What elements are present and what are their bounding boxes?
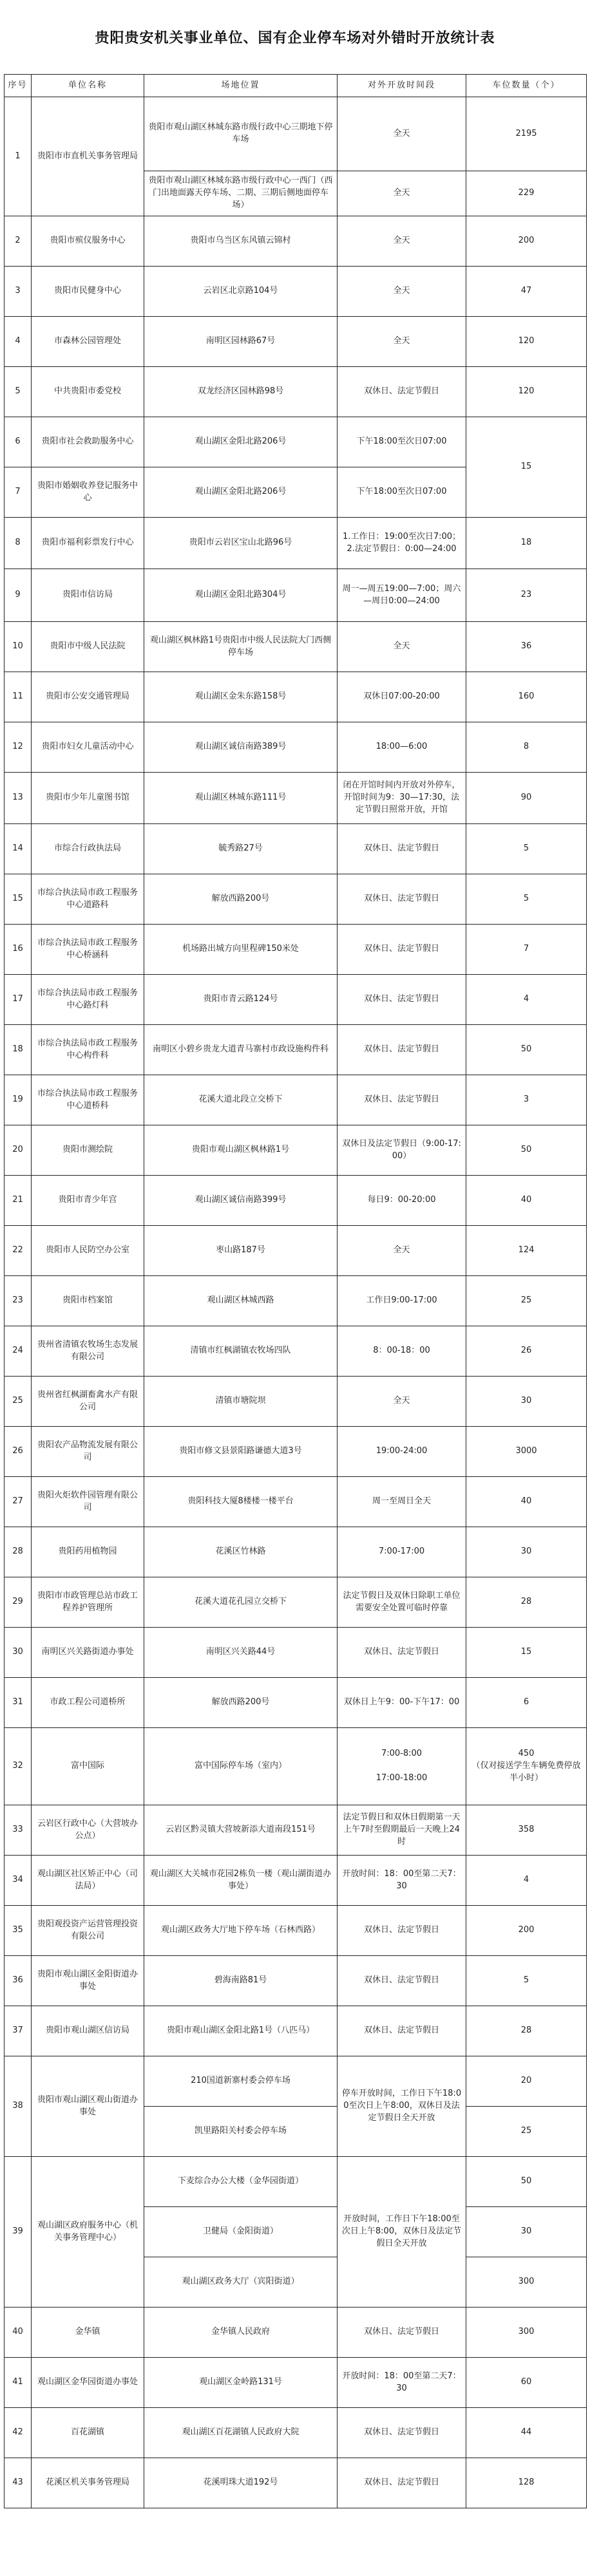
cell-count: 26: [466, 1326, 587, 1377]
cell-no: 8: [5, 518, 32, 569]
table-row: [5, 1326, 587, 1377]
cell-unit: 富中国际: [32, 1728, 144, 1805]
table-row: [5, 773, 587, 824]
cell-unit: 贵阳药用植物园: [32, 1527, 144, 1577]
table-row: [5, 2458, 587, 2508]
cell-count: 3: [466, 1075, 587, 1125]
cell-no: 37: [5, 2006, 32, 2056]
table-row: [5, 1125, 587, 1176]
cell-count: 18: [466, 518, 587, 569]
table-row: [5, 1377, 587, 1427]
cell-time: 7:00-8:00 17:00-18:00: [338, 1728, 466, 1805]
cell-count: 15: [466, 1628, 587, 1678]
cell-time: 双休日、法定节假日: [338, 2308, 466, 2358]
cell-no: 31: [5, 1678, 32, 1728]
table-row: [5, 2408, 587, 2458]
cell-count: 23: [466, 569, 587, 622]
page-title: 贵阳贵安机关事业单位、国有企业停车场对外错时开放统计表: [95, 30, 495, 46]
cell-time: 全天: [338, 317, 466, 367]
cell-count: 120: [466, 367, 587, 417]
cell-time: 全天: [338, 1226, 466, 1276]
cell-location: 解放西路200号: [144, 874, 338, 925]
table-row: [5, 1025, 587, 1075]
cell-time: 闭在开馆时间内开放对外停车，开馆时间为9：30—17:30，法定节假日照常开放，开馆: [338, 773, 466, 824]
cell-unit: 贵阳市观山湖区金阳街道办事处: [32, 1956, 144, 2006]
cell-time: 双休日、法定节假日: [338, 1628, 466, 1678]
table-row: [5, 518, 587, 569]
cell-count: 200: [466, 1906, 587, 1956]
cell-count: 4: [466, 975, 587, 1025]
cell-count: 50: [466, 2157, 587, 2207]
cell-time: 18:00—6:00: [338, 722, 466, 773]
cell-time: 周一—周五19:00—7:00；周六—周日0:00—24:00: [338, 569, 466, 622]
cell-unit: 市综合执法局市政工程服务中心桥涵科: [32, 925, 144, 975]
cell-no: 21: [5, 1176, 32, 1226]
cell-unit: 贵阳市观山湖区信访局: [32, 2006, 144, 2056]
table-row: [5, 1527, 587, 1577]
cell-count: 28: [466, 2006, 587, 2056]
table-row: [5, 569, 587, 622]
cell-location: 云岩区北京路104号: [144, 267, 338, 317]
cell-location: 观山湖区诚信南路389号: [144, 722, 338, 773]
table-row: [5, 2358, 587, 2408]
cell-count: 90: [466, 773, 587, 824]
cell-unit: 百花湖镇: [32, 2408, 144, 2458]
cell-unit: 市综合执法局市政工程服务中心构件科: [32, 1025, 144, 1075]
cell-no: 13: [5, 773, 32, 824]
table-row: [5, 367, 587, 417]
cell-location: 贵阳市修文县景阳路谦德大道3号: [144, 1427, 338, 1477]
cell-unit: 市政工程公司道桥所: [32, 1678, 144, 1728]
cell-no: 7: [5, 467, 32, 518]
cell-unit: 观山湖区金华园街道办事处: [32, 2358, 144, 2408]
cell-count: 30: [466, 1527, 587, 1577]
cell-unit: 贵阳市中级人民法院: [32, 622, 144, 672]
cell-time: 法定节假日和双休日假期第一天上午7时至假期最后一天晚上24时: [338, 1805, 466, 1856]
cell-location: 观山湖区金岭路131号: [144, 2358, 338, 2408]
cell-unit: 云岩区行政中心（大营坡办公点）: [32, 1805, 144, 1856]
cell-no: 41: [5, 2358, 32, 2408]
cell-no: 25: [5, 1377, 32, 1427]
cell-count: 60: [466, 2358, 587, 2408]
cell-location: 解放西路200号: [144, 1678, 338, 1728]
cell-count: 40: [466, 1477, 587, 1527]
table-row: [5, 672, 587, 722]
cell-location: 清镇市塘院坝: [144, 1377, 338, 1427]
cell-count: 47: [466, 267, 587, 317]
table-row: [5, 1628, 587, 1678]
cell-location: 贵阳市乌当区东风镇云锦村: [144, 216, 338, 267]
cell-time: 7:00-17:00: [338, 1527, 466, 1577]
cell-unit: 贵阳市公安交通管理局: [32, 672, 144, 722]
cell-count: 20: [466, 2056, 587, 2107]
cell-location: 花溪大道北段立交桥下: [144, 1075, 338, 1125]
header-unit: 单位名称: [32, 75, 144, 97]
cell-location: 枣山路187号: [144, 1226, 338, 1276]
cell-no: 36: [5, 1956, 32, 2006]
table-row: [5, 722, 587, 773]
cell-time: 双休日及法定节假日（9:00-17:00）: [338, 1125, 466, 1176]
cell-time: 工作日9:00-17:00: [338, 1276, 466, 1326]
cell-count: 15: [466, 417, 587, 518]
cell-time: 开放时间：18：00至第二天7：30: [338, 1856, 466, 1906]
cell-count: 450 （仅对接送学生车辆免费停放半小时）: [466, 1728, 587, 1805]
cell-unit: 贵阳市信访局: [32, 569, 144, 622]
cell-count: 128: [466, 2458, 587, 2508]
cell-location: 清镇市红枫湖镇农牧场四队: [144, 1326, 338, 1377]
cell-count: 3000: [466, 1427, 587, 1477]
cell-location: 花溪明珠大道192号: [144, 2458, 338, 2508]
cell-location: 南明区兴关路44号: [144, 1628, 338, 1678]
table-row: [5, 874, 587, 925]
cell-location: 观山湖区枫林路1号贵阳市中级人民法院大门西侧停车场: [144, 622, 338, 672]
header-row: [5, 75, 587, 97]
cell-count: 50: [466, 1025, 587, 1075]
cell-no: 27: [5, 1477, 32, 1527]
table-row: [5, 824, 587, 874]
cell-no: 28: [5, 1527, 32, 1577]
cell-location: 凯里路阳关村委会停车场: [144, 2107, 338, 2157]
cell-location: 碧海南路81号: [144, 1956, 338, 2006]
cell-no: 2: [5, 216, 32, 267]
cell-count: 229: [466, 171, 587, 216]
cell-location: 机场路出城方向里程碑150米处: [144, 925, 338, 975]
cell-time: 下午18:00至次日07:00: [338, 417, 466, 467]
cell-location: 花溪大道花孔园立交桥下: [144, 1577, 338, 1628]
cell-location: 贵阳市云岩区宝山北路96号: [144, 518, 338, 569]
table-row: [5, 417, 587, 467]
cell-location: 南明区小碧乡贵龙大道青马寨村市政设施构件科: [144, 1025, 338, 1075]
cell-unit: 市综合执法局市政工程服务中心道桥科: [32, 1075, 144, 1125]
table-row: [5, 925, 587, 975]
cell-time: 双休日、法定节假日: [338, 874, 466, 925]
cell-no: 32: [5, 1728, 32, 1805]
table-row: [5, 1075, 587, 1125]
cell-count: 124: [466, 1226, 587, 1276]
table-row: [5, 1477, 587, 1527]
cell-location: 观山湖区政务大厅地下停车场（石林西路）: [144, 1906, 338, 1956]
table-body: [5, 97, 587, 2508]
cell-time: 全天: [338, 622, 466, 672]
cell-no: 1: [5, 97, 32, 216]
cell-time: 双休日、法定节假日: [338, 975, 466, 1025]
cell-no: 33: [5, 1805, 32, 1856]
cell-no: 12: [5, 722, 32, 773]
cell-count: 120: [466, 317, 587, 367]
cell-unit: 贵阳市福利彩票发行中心: [32, 518, 144, 569]
table-row: [5, 1805, 587, 1856]
cell-count: 2195: [466, 97, 587, 171]
cell-location: 210国道新寨村委会停车场: [144, 2056, 338, 2107]
cell-time: 停车开放时间，工作日下午18:00至次日上午8:00，双休日及法定节假日全天开放: [338, 2056, 466, 2157]
table-row: [5, 975, 587, 1025]
cell-time: 双休日、法定节假日: [338, 1956, 466, 2006]
cell-location: 金华镇人民政府: [144, 2308, 338, 2358]
cell-count: 36: [466, 622, 587, 672]
cell-location: 观山湖区金阳北路206号: [144, 467, 338, 518]
cell-location: 贵阳市观山湖区林城东路市级行政中心三期地下停车场: [144, 97, 338, 171]
table-row: [5, 1176, 587, 1226]
cell-count: 160: [466, 672, 587, 722]
cell-unit: 花溪区机关事务管理局: [32, 2458, 144, 2508]
cell-unit: 贵阳市妇女儿童活动中心: [32, 722, 144, 773]
cell-unit: 贵州省红枫湖畜禽水产有限公司: [32, 1377, 144, 1427]
table-row: [5, 1577, 587, 1628]
cell-no: 10: [5, 622, 32, 672]
cell-time: 1.工作日：19:00至次日7:00；2.法定节假日：0:00—24:00: [338, 518, 466, 569]
table-row: [5, 1427, 587, 1477]
cell-no: 3: [5, 267, 32, 317]
table-row: [5, 1276, 587, 1326]
cell-no: 15: [5, 874, 32, 925]
cell-location: 观山湖区金朱东路158号: [144, 672, 338, 722]
table-row: [5, 2308, 587, 2358]
cell-unit: 贵阳市殡仪服务中心: [32, 216, 144, 267]
cell-time: 19:00-24:00: [338, 1427, 466, 1477]
cell-unit: 贵阳观投资产运营管理投资有限公司: [32, 1906, 144, 1956]
table-row: [5, 2006, 587, 2056]
cell-time: 双休日、法定节假日: [338, 1906, 466, 1956]
cell-unit: 观山湖区社区矫正中心（司法局）: [32, 1856, 144, 1906]
cell-unit: 贵阳市市直机关事务管理局: [32, 97, 144, 216]
header-time: 对外开放时间段: [338, 75, 466, 97]
cell-count: 6: [466, 1678, 587, 1728]
cell-no: 19: [5, 1075, 32, 1125]
cell-unit: 贵州省清镇农牧场生态发展有限公司: [32, 1326, 144, 1377]
cell-count: 28: [466, 1577, 587, 1628]
cell-unit: 贵阳市民健身中心: [32, 267, 144, 317]
cell-no: 18: [5, 1025, 32, 1075]
cell-count: 300: [466, 2308, 587, 2358]
table-row: [5, 1956, 587, 2006]
cell-count: 4: [466, 1856, 587, 1906]
cell-unit: 市综合执法局市政工程服务中心道路科: [32, 874, 144, 925]
cell-unit: 贵阳市测绘院: [32, 1125, 144, 1176]
cell-time: 双休日上午9：00-下午17：00: [338, 1678, 466, 1728]
table-row: [5, 317, 587, 367]
cell-count: 7: [466, 925, 587, 975]
cell-count: 30: [466, 2207, 587, 2257]
cell-no: 29: [5, 1577, 32, 1628]
cell-time: 每日9：00-20:00: [338, 1176, 466, 1226]
cell-no: 42: [5, 2408, 32, 2458]
cell-no: 14: [5, 824, 32, 874]
table-row: [5, 2157, 587, 2207]
cell-unit: 市综合行政执法局: [32, 824, 144, 874]
cell-unit: 南明区兴关路街道办事处: [32, 1628, 144, 1678]
cell-time: 法定节假日及双休日除职工单位需要安全处置可临时停靠: [338, 1577, 466, 1628]
cell-location: 观山湖区大关城市花园2栋负一楼（观山湖街道办事处）: [144, 1856, 338, 1906]
cell-count: 25: [466, 1276, 587, 1326]
cell-location: 观山湖区诚信南路399号: [144, 1176, 338, 1226]
cell-unit: 市综合执法局市政工程服务中心路灯科: [32, 975, 144, 1025]
cell-location: 花溪区竹林路: [144, 1527, 338, 1577]
cell-location: 观山湖区百花湖镇人民政府大院: [144, 2408, 338, 2458]
cell-unit: 贵阳市档案馆: [32, 1276, 144, 1326]
cell-unit: 贵阳市社会救助服务中心: [32, 417, 144, 467]
cell-location: 观山湖区林城西路: [144, 1276, 338, 1326]
cell-time: 8：00-18：00: [338, 1326, 466, 1377]
cell-location: 贵阳市观山湖区枫林路1号: [144, 1125, 338, 1176]
cell-time: 双休日、法定节假日: [338, 2458, 466, 2508]
cell-no: 38: [5, 2056, 32, 2157]
cell-time: 全天: [338, 267, 466, 317]
cell-time: 周一至周日全天: [338, 1477, 466, 1527]
cell-location: 双龙经济区园林路98号: [144, 367, 338, 417]
table-row: [5, 1728, 587, 1805]
cell-no: 11: [5, 672, 32, 722]
cell-unit: 市森林公园管理处: [32, 317, 144, 367]
cell-time: 双休日、法定节假日: [338, 925, 466, 975]
cell-location: 贵阳市观山湖区林城东路市级行政中心一西门（西门出地面露天停车场、二期、三期后侧地面停车场）: [144, 171, 338, 216]
cell-unit: 金华镇: [32, 2308, 144, 2358]
table-row: [5, 1678, 587, 1728]
cell-location: 南明区园林路67号: [144, 317, 338, 367]
cell-no: 6: [5, 417, 32, 467]
cell-time: 开放时间，工作日下午18:00至次日上午8:00，双休日及法定节假日全天开放: [338, 2157, 466, 2308]
cell-location: 卫健局（金阳街道）: [144, 2207, 338, 2257]
cell-count: 200: [466, 216, 587, 267]
table-row: [5, 267, 587, 317]
cell-count: 40: [466, 1176, 587, 1226]
header-location: 场地位置: [144, 75, 338, 97]
cell-unit: 贵阳市观山湖区观山街道办事处: [32, 2056, 144, 2157]
cell-time: 双休日07:00-20:00: [338, 672, 466, 722]
parking-table: [4, 74, 587, 2508]
cell-time: 双休日、法定节假日: [338, 1075, 466, 1125]
table-row: [5, 622, 587, 672]
header-count: 车位数量（个）: [466, 75, 587, 97]
cell-count: 358: [466, 1805, 587, 1856]
cell-no: 35: [5, 1906, 32, 1956]
cell-time: 全天: [338, 97, 466, 171]
cell-unit: 贵阳市婚姻收养登记服务中心: [32, 467, 144, 518]
table-row: [5, 1226, 587, 1276]
cell-location: 云岩区黔灵镇大营坡新添大道南段151号: [144, 1805, 338, 1856]
cell-unit: 贵阳农产品物流发展有限公司: [32, 1427, 144, 1477]
cell-location: 观山湖区金阳北路206号: [144, 417, 338, 467]
cell-unit: 贵阳市少年儿童图书馆: [32, 773, 144, 824]
cell-no: 39: [5, 2157, 32, 2308]
cell-location: 观山湖区林城东路111号: [144, 773, 338, 824]
cell-no: 43: [5, 2458, 32, 2508]
cell-count: 25: [466, 2107, 587, 2157]
cell-unit: 贵阳市青少年宫: [32, 1176, 144, 1226]
table-row: [5, 2056, 587, 2107]
cell-time: 双休日、法定节假日: [338, 1025, 466, 1075]
cell-unit: 贵阳火炬软件园管理有限公司: [32, 1477, 144, 1527]
cell-location: 富中国际停车场（室内）: [144, 1728, 338, 1805]
cell-time: 双休日、法定节假日: [338, 2408, 466, 2458]
cell-time: 双休日、法定节假日: [338, 824, 466, 874]
cell-count: 50: [466, 1125, 587, 1176]
cell-count: 5: [466, 824, 587, 874]
cell-no: 16: [5, 925, 32, 975]
cell-no: 26: [5, 1427, 32, 1477]
cell-no: 9: [5, 569, 32, 622]
cell-unit: 中共贵阳市委党校: [32, 367, 144, 417]
cell-count: 5: [466, 1956, 587, 2006]
header-no: 序号: [5, 75, 32, 97]
table-row: [5, 1906, 587, 1956]
cell-location: 贵阳市青云路124号: [144, 975, 338, 1025]
cell-unit: 贵阳市人民防空办公室: [32, 1226, 144, 1276]
cell-count: 8: [466, 722, 587, 773]
cell-location: 毓秀路27号: [144, 824, 338, 874]
cell-unit: 观山湖区政府服务中心（机关事务管理中心）: [32, 2157, 144, 2308]
cell-time: 开放时间：18：00至第二天7：30: [338, 2358, 466, 2408]
cell-count: 5: [466, 874, 587, 925]
cell-no: 23: [5, 1276, 32, 1326]
cell-time: 全天: [338, 216, 466, 267]
cell-location: 下麦综合办公大楼（金华园街道）: [144, 2157, 338, 2207]
cell-time: 双休日、法定节假日: [338, 367, 466, 417]
cell-no: 5: [5, 367, 32, 417]
table-row: [5, 1856, 587, 1906]
cell-count: 44: [466, 2408, 587, 2458]
cell-location: 观山湖区政务大厅（宾阳街道）: [144, 2257, 338, 2308]
cell-count: 30: [466, 1377, 587, 1427]
cell-time: 双休日、法定节假日: [338, 2006, 466, 2056]
cell-time: 全天: [338, 1377, 466, 1427]
cell-time: 全天: [338, 171, 466, 216]
cell-no: 30: [5, 1628, 32, 1678]
cell-time: 下午18:00至次日07:00: [338, 467, 466, 518]
table-row: [5, 97, 587, 171]
cell-no: 24: [5, 1326, 32, 1377]
cell-count: 300: [466, 2257, 587, 2308]
cell-no: 22: [5, 1226, 32, 1276]
cell-no: 4: [5, 317, 32, 367]
cell-no: 20: [5, 1125, 32, 1176]
cell-no: 17: [5, 975, 32, 1025]
cell-unit: 贵阳市市政管理总站市政工程养护管理所: [32, 1577, 144, 1628]
table-row: [5, 216, 587, 267]
cell-location: 贵阳科技大厦8楼楼一楼平台: [144, 1477, 338, 1527]
cell-no: 40: [5, 2308, 32, 2358]
cell-location: 观山湖区金阳北路304号: [144, 569, 338, 622]
cell-no: 34: [5, 1856, 32, 1906]
cell-location: 贵阳市观山湖区金阳北路1号（八匹马）: [144, 2006, 338, 2056]
